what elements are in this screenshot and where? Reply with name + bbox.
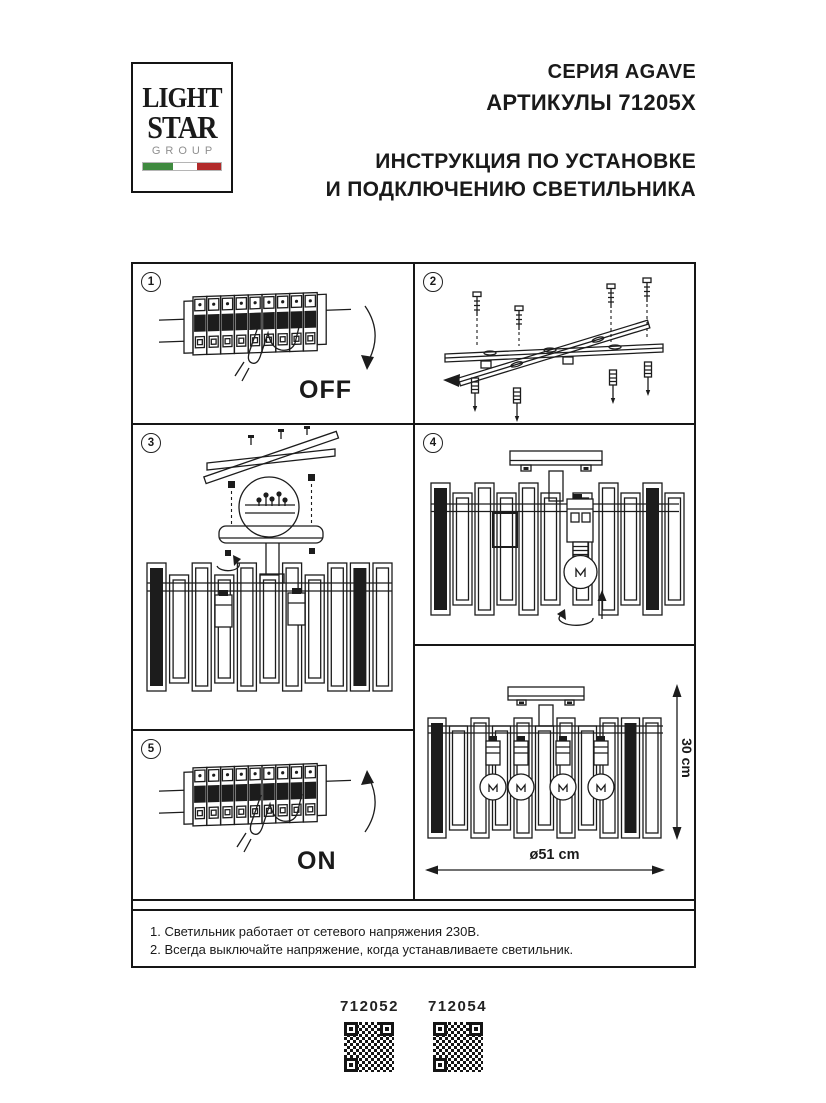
breaker-on-drawing xyxy=(133,731,413,899)
step-2-panel xyxy=(415,264,694,425)
off-label: OFF xyxy=(299,376,352,404)
instruction-title-line2: И ПОДКЛЮЧЕНИЮ СВЕТИЛЬНИКА xyxy=(325,178,696,201)
diameter-label: ø51 cm xyxy=(529,847,580,863)
breaker-panel xyxy=(159,762,351,827)
instruction-title-line1: ИНСТРУКЦИЯ ПО УСТАНОВКЕ xyxy=(375,150,696,173)
product-codes xyxy=(131,999,696,1072)
step-1-number: 1 xyxy=(141,272,161,292)
down-arrow-icon xyxy=(361,306,375,370)
step-1-panel xyxy=(133,264,413,425)
diameter-dimension-arrow xyxy=(425,866,665,875)
step-3-panel xyxy=(133,425,413,731)
articles-title: АРТИКУЛЫ 71205X xyxy=(486,90,696,115)
breaker-panel xyxy=(159,291,351,356)
qr-finder-icon xyxy=(433,1058,447,1072)
header xyxy=(326,60,696,204)
breaker-off-drawing xyxy=(133,264,413,423)
step-2-number: 2 xyxy=(423,272,443,292)
mounting-bracket-drawing xyxy=(415,264,694,423)
flag-red-stripe xyxy=(197,163,221,170)
step-4-panel xyxy=(415,425,694,646)
light-bulb-icon xyxy=(588,736,614,800)
step-5-panel xyxy=(133,731,413,899)
qr-code-icon xyxy=(344,1022,394,1072)
instruction-title xyxy=(326,148,696,204)
product-code: 712052 xyxy=(339,998,399,1015)
lamp-socket-icon xyxy=(215,590,232,627)
logo-text-star: STAR xyxy=(147,109,217,145)
safety-notes xyxy=(133,909,694,966)
flag-green-stripe xyxy=(143,163,173,170)
qr-finder-icon xyxy=(344,1058,358,1072)
series-title: СЕРИЯ AGAVE xyxy=(547,61,696,83)
qr-finder-icon xyxy=(344,1022,358,1036)
italian-flag-icon xyxy=(142,162,222,171)
light-bulb-icon xyxy=(508,736,534,800)
logo-text-group: GROUP xyxy=(151,145,218,157)
instruction-grid xyxy=(131,262,696,968)
wiring-detail-magnifier xyxy=(239,477,299,537)
qr-code-icon xyxy=(433,1022,483,1072)
lamp-socket-icon xyxy=(567,494,593,542)
step-3-number: 3 xyxy=(141,433,161,453)
logo-text-light: LIGHT xyxy=(142,82,222,114)
product-712054 xyxy=(428,999,487,1072)
product-712052 xyxy=(340,999,399,1072)
qr-finder-icon xyxy=(433,1022,447,1036)
qr-finder-icon xyxy=(469,1022,483,1036)
dimensions-panel xyxy=(415,646,694,899)
height-label: 30 cm xyxy=(679,738,695,778)
separator xyxy=(133,901,694,909)
lightstar-logo xyxy=(131,62,233,193)
product-code: 712054 xyxy=(428,998,488,1015)
step-4-number: 4 xyxy=(423,433,443,453)
up-arrow-icon xyxy=(361,770,375,832)
lamp-socket-icon xyxy=(288,588,305,625)
note-line-1: 1. Светильник работает от сетевого напряжения 230В. xyxy=(150,924,480,939)
step-5-number: 5 xyxy=(141,739,161,759)
flag-white-stripe xyxy=(173,163,197,170)
qr-finder-icon xyxy=(380,1022,394,1036)
bulb-install-drawing xyxy=(415,425,694,644)
canopy-mounting-drawing xyxy=(133,425,413,729)
note-line-2: 2. Всегда выключайте напряжение, когда устанавливаете светильник. xyxy=(150,942,574,957)
on-label: ON xyxy=(297,847,337,875)
